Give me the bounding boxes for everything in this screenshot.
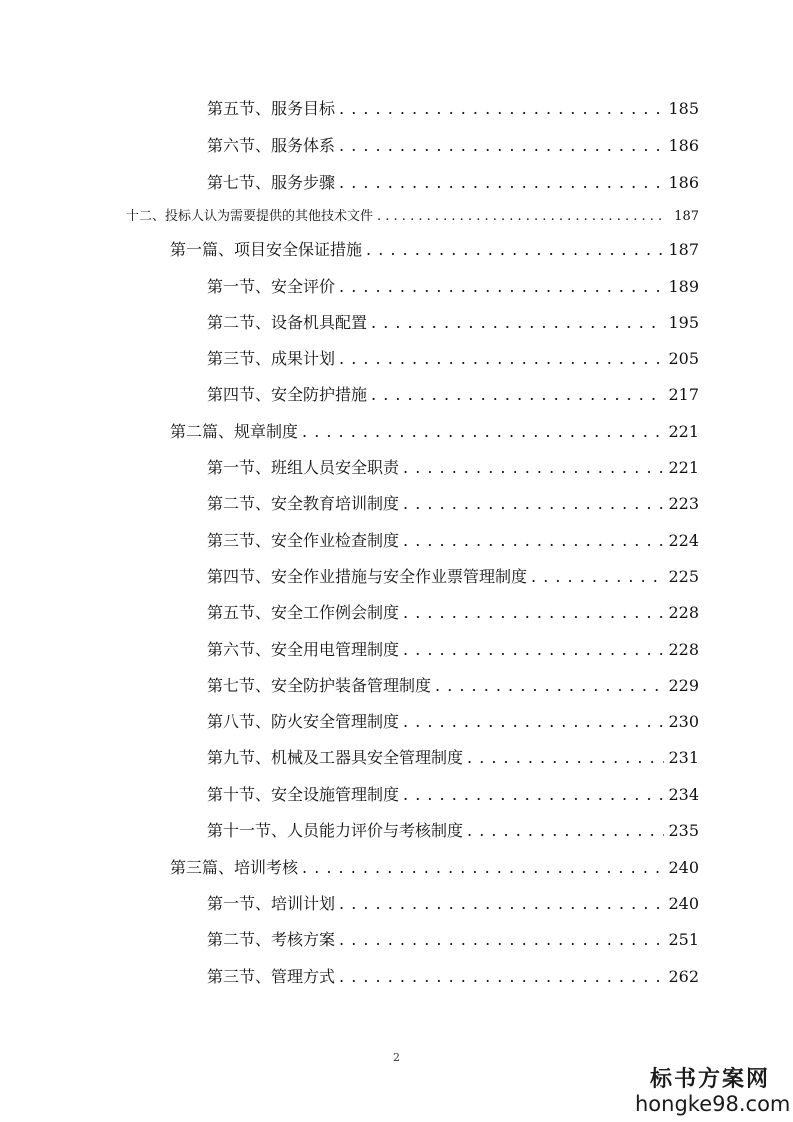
toc-leader-dots [339,99,664,118]
toc-entry-page: 205 [668,349,699,368]
toc-leader-dots [371,385,664,404]
toc-entry-page: 221 [668,458,699,477]
toc-entry-label: 第一节、班组人员安全职责 [207,458,400,477]
toc-entry-page: 185 [668,99,699,118]
toc-entry[interactable] [126,205,699,223]
toc-entry-page: 189 [668,277,699,296]
toc-entry[interactable] [207,673,699,695]
toc-entry[interactable] [207,891,699,913]
toc-leader-dots [339,277,664,296]
toc-entry[interactable] [207,637,699,659]
toc-entry-page: 224 [668,531,699,550]
toc-leader-dots [403,785,664,804]
toc-entry-page: 230 [668,712,699,731]
toc-entry-label: 第三节、管理方式 [207,967,336,986]
toc-leader-dots [467,821,664,840]
watermark-title: 标书方案网 [649,1066,770,1092]
toc-entry[interactable] [207,274,699,296]
toc-entry[interactable] [207,564,699,586]
page-number: 2 [393,1051,400,1064]
toc-entry[interactable] [207,709,699,731]
toc-entry-label: 第八节、防火安全管理制度 [207,712,400,731]
toc-entry-label: 十二、投标人认为需要提供的其他技术文件 [126,209,374,223]
toc-entry-label: 第二节、安全教育培训制度 [207,494,400,513]
toc-entry-label: 第二节、考核方案 [207,930,336,949]
toc-entry-page: 229 [668,676,699,695]
toc-entry-page: 240 [668,894,699,913]
toc-entry-label: 第一节、安全评价 [207,277,336,296]
toc-entry-page: 225 [668,567,699,586]
toc-entry-page: 221 [668,422,699,441]
toc-entry-page: 186 [668,173,699,192]
toc-entry[interactable] [170,419,699,441]
toc-entry-label: 第四节、安全作业措施与安全作业票管理制度 [207,567,528,586]
toc-leader-dots [339,930,664,949]
toc-entry[interactable] [207,745,699,767]
toc-entry-label: 第二篇、规章制度 [170,422,299,441]
toc-entry-label: 第七节、安全防护装备管理制度 [207,676,432,695]
toc-leader-dots [339,349,664,368]
toc-entry[interactable] [207,927,699,949]
toc-entry-label: 第三节、成果计划 [207,349,336,368]
toc-leader-dots [435,676,664,695]
toc-leader-dots [403,458,664,477]
toc-entry-page: 223 [668,494,699,513]
toc-entry-label: 第一篇、项目安全保证措施 [170,240,363,259]
toc-leader-dots [377,209,665,223]
toc-entry-page: 228 [668,640,699,659]
toc-entry[interactable] [207,346,699,368]
toc-entry-label: 第九节、机械及工器具安全管理制度 [207,748,464,767]
toc-entry-label: 第六节、安全用电管理制度 [207,640,400,659]
toc-entry-label: 第七节、服务步骤 [207,173,336,192]
toc-entry-page: 240 [668,858,699,877]
toc-entry-page: 217 [668,385,699,404]
toc-entry[interactable] [207,818,699,840]
toc-entry-label: 第三篇、培训考核 [170,858,299,877]
toc-entry[interactable] [207,600,699,622]
toc-entry-page: 187 [674,209,699,223]
toc-entry[interactable] [207,310,699,332]
toc-leader-dots [403,603,664,622]
toc-leader-dots [339,967,664,986]
toc-entry-label: 第十节、安全设施管理制度 [207,785,400,804]
toc-leader-dots [339,136,664,155]
toc-entry[interactable] [170,237,699,259]
toc-entry-label: 第四节、安全防护措施 [207,385,368,404]
toc-entry-label: 第五节、安全工作例会制度 [207,603,400,622]
toc-leader-dots [366,240,664,259]
toc-entry-label: 第六节、服务体系 [207,136,336,155]
toc-entry-page: 228 [668,603,699,622]
toc-entry-page: 195 [668,313,699,332]
toc-entry-label: 第十一节、人员能力评价与考核制度 [207,821,464,840]
toc-entry[interactable] [207,528,699,550]
toc-leader-dots [403,640,664,659]
toc-leader-dots [403,712,664,731]
toc-leader-dots [531,567,664,586]
toc-leader-dots [339,173,664,192]
toc-entry[interactable] [207,782,699,804]
toc-leader-dots [403,494,664,513]
toc-entry[interactable] [207,964,699,986]
site-watermark [635,1066,791,1116]
toc-leader-dots [339,894,664,913]
toc-leader-dots [467,748,664,767]
toc-entry[interactable] [207,455,699,477]
toc-entry-page: 262 [668,967,699,986]
watermark-url: hongke98.com [635,1092,791,1116]
toc-leader-dots [371,313,664,332]
toc-entry-label: 第一节、培训计划 [207,894,336,913]
toc-entry[interactable] [207,170,699,192]
toc-entry[interactable] [207,96,699,118]
toc-entry-page: 231 [668,748,699,767]
toc-leader-dots [302,422,664,441]
toc-entry-label: 第五节、服务目标 [207,99,336,118]
toc-entry-page: 251 [668,930,699,949]
toc-entry-page: 235 [668,821,699,840]
toc-entry-page: 234 [668,785,699,804]
toc-entry-page: 186 [668,136,699,155]
toc-entry-label: 第三节、安全作业检查制度 [207,531,400,550]
toc-entry[interactable] [170,855,699,877]
toc-entry-label: 第二节、设备机具配置 [207,313,368,332]
toc-entry[interactable] [207,133,699,155]
toc-leader-dots [403,531,664,550]
toc-leader-dots [302,858,664,877]
toc-entry-page: 187 [668,240,699,259]
toc-entry[interactable] [207,491,699,513]
toc-entry[interactable] [207,382,699,404]
